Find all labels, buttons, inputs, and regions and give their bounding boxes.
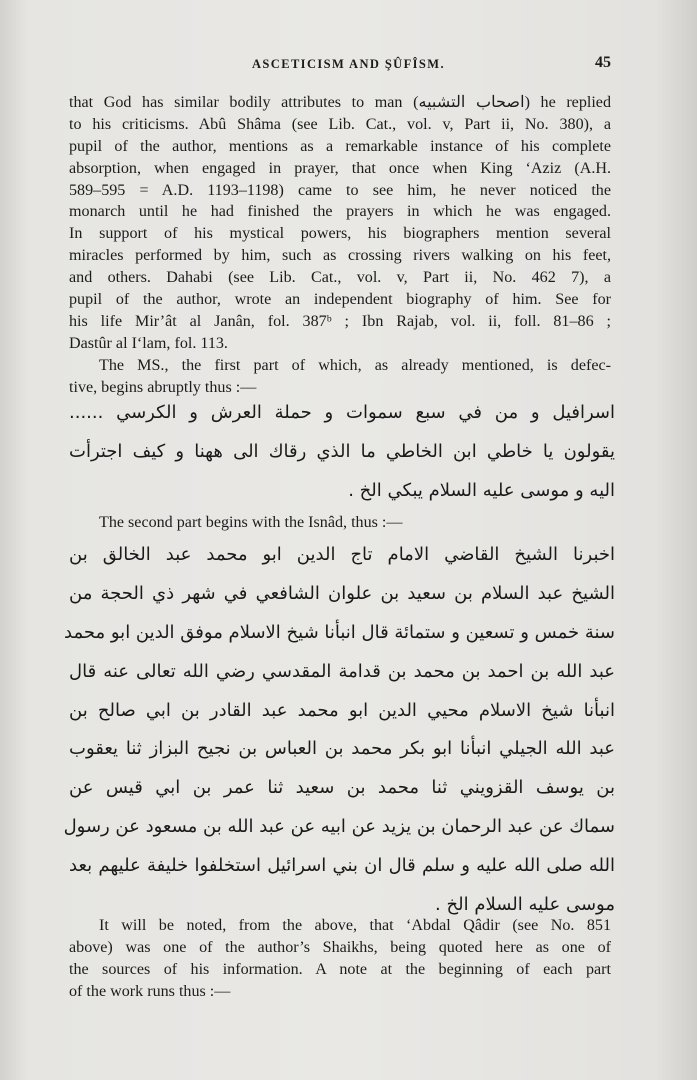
text-line: In support of his mystical powers, his biographers mention several (69, 225, 611, 243)
arabic-line: الشيخ عبد السلام بن سعيد بن علوان الشافعي في شهر ذي الحجة من (69, 582, 615, 604)
arabic-line: عبد الله بن احمد بن محمد بن قدامة المقدسي رضي الله تعالى عنه قال (69, 660, 615, 682)
text-line: his life Mir’ât al Janân, fol. 387ᵇ ; Ibn Rajab, vol. ii, foll. 81–86 ; (69, 312, 611, 330)
arabic-line: موسى عليه السلام الخ . (435, 894, 615, 916)
text-line: The second part begins with the Isnâd, thus :— (99, 514, 403, 531)
arabic-isnad (63, 536, 615, 925)
text-line: monarch until he had finished the prayers in which he was engaged. (69, 203, 611, 221)
arabic-line: سماك عن عبد الرحمان بن يزيد عن ابيه عن عبد الله بن مسعود عن رسول (63, 816, 615, 838)
arabic-line: اخبرنا الشيخ القاضي الامام تاج الدين ابو محمد عبد الخالق بن (69, 544, 615, 565)
arabic-line: يقولون يا خاطي ابن الخاطي ما الذي رقاك الى ههنا و كيف اجترأت (69, 441, 615, 462)
paragraph-2-line: The MS., the first part of which, as already mentioned, is defec- (99, 356, 611, 374)
arabic-line: اليه و موسى عليه السلام يبكي الخ . (348, 480, 615, 501)
arabic-quote-1 (69, 393, 615, 510)
running-head (0, 54, 697, 78)
text-line: 589–595 = A.D. 1193–1198) came to see him, he never noticed the (69, 181, 611, 199)
text-line: pupil of the author, mentions as a remarkable instance of his complete (69, 137, 611, 155)
paragraph-4 (69, 915, 611, 1003)
text-line: pupil of the author, wrote an independent biography of him. See for (69, 291, 611, 309)
paragraph-2-line: tive, begins abruptly thus :— (69, 378, 257, 396)
text-line: absorption, when engaged in prayer, that once when King ‘Aziz (A.H. (69, 159, 611, 177)
text-line: that God has similar bodily attributes to man (اصحاب التشبيه) he replied (69, 94, 612, 111)
text-line: of the work runs thus :— (69, 982, 231, 1000)
running-title: ASCETICISM AND ŞÛFÎSM. (252, 57, 445, 71)
arabic-line: عبد الله الجيلي انبأنا ابو بكر محمد بن العباس بن نجيح البزاز ثنا يعقوب (69, 738, 615, 760)
arabic-line: اسرافيل و من في سبع سموات و حملة العرش و الكرسي ...... (69, 402, 615, 423)
arabic-line: انبأنا شيخ الاسلام محيي الدين ابو محمد عبد القادر بن ابي صالح بن (69, 699, 615, 721)
text-line: miracles performed by him, such as crossing rivers walking on his feet, (69, 247, 611, 265)
arabic-line: سنة خمس و تسعين و ستمائة قال انبأنا شيخ الاسلام موفق الدين ابو محمد (64, 621, 615, 643)
paragraph-3 (69, 512, 611, 534)
text-line: the sources of his information. A note at the beginning of each part (69, 960, 611, 978)
text-line: Dastûr al I‘lam, fol. 113. (69, 334, 228, 352)
text-line: to his criticisms. Abû Shâma (see Lib. Cat., vol. v, Part ii, No. 380), a (69, 115, 611, 133)
arabic-line: بن يوسف القزويني ثنا محمد بن سعيد ثنا عمر بن ابي قيس عن (69, 777, 615, 799)
arabic-line: الله صلى الله عليه و سلم قال ان بني اسرائيل استخلفوا خليفة عليهم بعد (69, 855, 615, 877)
text-line: It will be noted, from the above, that ‘Abdal Qâdir (see No. 851 (99, 917, 611, 934)
text-line: above) was one of the author’s Shaikhs, being quoted here as one of (69, 938, 611, 956)
text-line: and others. Dahabi (see Lib. Cat., vol. v, Part ii, No. 462 7), a (69, 269, 611, 287)
page-number: 45 (595, 54, 611, 71)
paragraph-1 (69, 92, 611, 398)
